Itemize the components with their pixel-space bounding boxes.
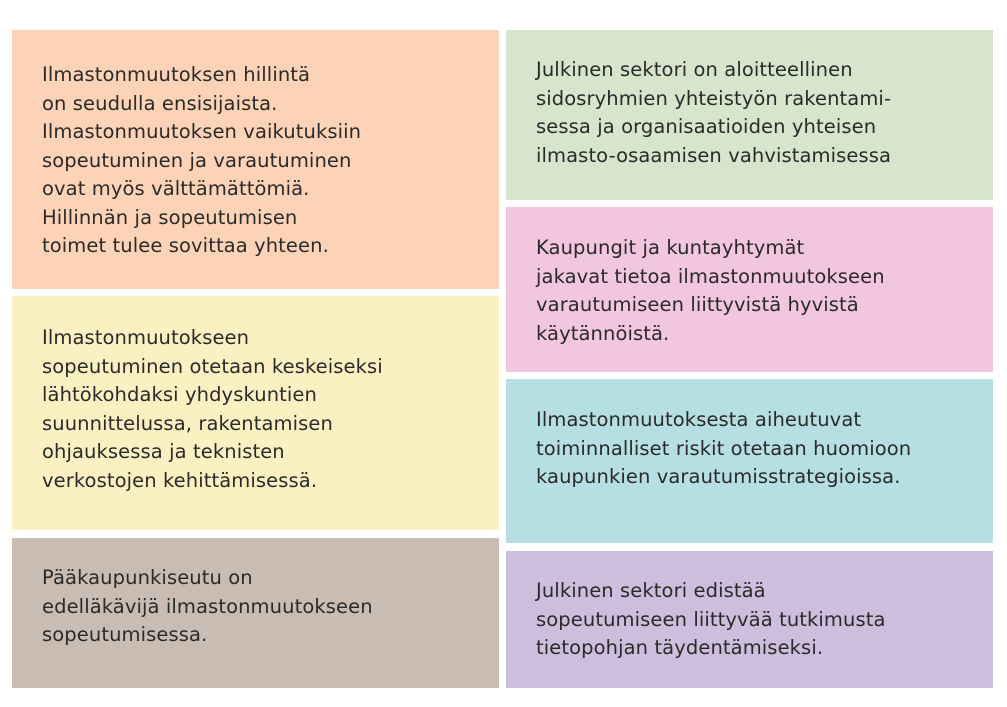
box-share-good-practices — [506, 207, 993, 372]
box-text: Julkinen sektori edistää sopeutumiseen liittyvää tutkimusta tietopohjan täydentämiseksi. — [536, 579, 886, 659]
box-text: Ilmastonmuutoksen hillintä on seudulla ensisijaista. Ilmastonmuutoksen vaikutuksiin sopeutuminen ja varautuminen ovat myös välttämättömiä. Hillinnän ja sopeutumisen toimet tulee sovittaa yhteen. — [42, 63, 362, 257]
box-text: Julkinen sektori on aloitteellinen sidosryhmien yhteistyön rakentami- sessa ja organisaatioiden yhteisen ilmasto-osaamisen vahvistamisessa — [536, 58, 892, 167]
box-operational-risks — [506, 379, 993, 543]
box-adaptation-planning — [12, 296, 499, 530]
box-capital-region-pioneer — [12, 538, 499, 688]
box-text: Ilmastonmuutoksesta aiheutuvat toiminnalliset riskit otetaan huomioon kaupunkien varautumisstrategioissa. — [536, 408, 912, 488]
box-text: Pääkaupunkiseutu on edelläkävijä ilmastonmuutokseen sopeutumisessa. — [42, 566, 373, 646]
box-text: Ilmastonmuutokseen sopeutuminen otetaan keskeiseksi lähtökohdaksi yhdyskuntien suunnittelussa, rakentamisen ohjauksessa ja teknisten verkostojen kehittämisessä. — [42, 326, 383, 492]
box-text: Kaupungit ja kuntayhtymät jakavat tietoa ilmastonmuutokseen varautumiseen liittyvistä hyvistä käytännöistä. — [536, 236, 885, 345]
box-research-promotion — [506, 551, 993, 688]
box-mitigation-priority — [12, 30, 499, 289]
box-public-sector-cooperation — [506, 30, 993, 200]
